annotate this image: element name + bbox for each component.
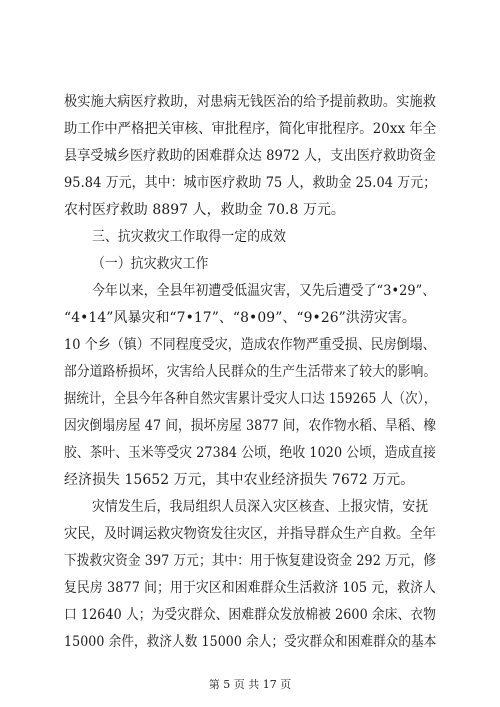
body-line: 口 12640 人；为受灾群众、困难群众发放棉被 2600 余床、衣物	[64, 607, 436, 623]
body-line: 县享受城乡医疗救助的困难群众达 8972 人，支出医疗救助资金	[64, 148, 436, 164]
body-line: 部分道路桥损坏，灾害给人民群众的生产生活带来了较大的影响。	[64, 364, 437, 380]
body-line: 经济损失 15652 万元，其中农业经济损失 7672 万元。	[64, 472, 415, 488]
body-line: 据统计，全县今年各种自然灾害累计受灾人口达 159265 人（次），	[64, 391, 437, 407]
body-line: 极实施大病医疗救助，对患病无钱医治的给予提前救助。实施救	[64, 94, 437, 110]
body-line: 灾民，及时调运救灾物资发往灾区，并指导群众生产自救。全年	[64, 526, 437, 542]
body-line: 农村医疗救助 8897 人，救助金 70.8 万元。	[64, 202, 345, 218]
body-line: 下拨救灾资金 397 万元；其中：用于恢复建设资金 292 万元，修	[64, 553, 437, 569]
body-line: 助工作中严格把关审核、审批程序，简化审批程序。20xx 年全	[64, 121, 437, 137]
body-line: 今年以来，全县年初遭受低温灾害，又先后遭受了“3•29”、	[92, 283, 436, 299]
body-line: 因灾倒塌房屋 47 间，损坏房屋 3877 间，农作物水稻、旱稻、橡	[64, 418, 437, 434]
body-line: 灾情发生后，我局组织人员深入灾区核查、上报灾情，安抚	[92, 499, 429, 515]
body-line: 95.84 万元，其中：城市医疗救助 75 人，救助金 25.04 万元；	[64, 175, 437, 191]
body-line: 复民房 3877 间；用于灾区和困难群众生活救济 105 元，救济人	[64, 580, 436, 596]
subsection-heading: （一）抗灾救灾工作	[92, 256, 209, 272]
section-heading: 三、抗灾救灾工作取得一定的成效	[92, 229, 287, 245]
page-footer: 第 5 页 共 17 页	[208, 678, 292, 691]
body-line: “4•14”风暴灾和“7•17”、“8•09”、“9•26”洪涝灾害。	[64, 310, 416, 326]
body-line: 10 个乡（镇）不同程度受灾，造成农作物严重受损、民房倒塌、	[64, 337, 436, 353]
body-line: 15000 余件，救济人数 15000 余人；受灾群众和困难群众的基本	[64, 634, 437, 650]
body-line: 胶、茶叶、玉米等受灾 27384 公顷，绝收 1020 公顷，造成直接	[64, 445, 436, 461]
